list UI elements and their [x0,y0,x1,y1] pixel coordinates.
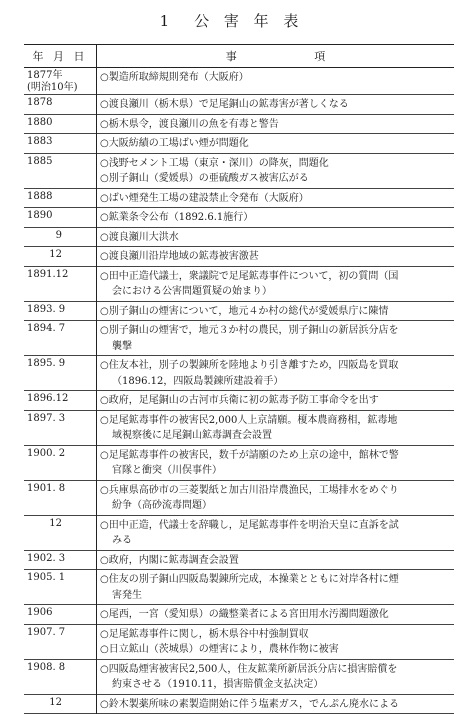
row-date: 1897. 3 [24,411,96,445]
event-line: ○政府，足尾銅山の古河市兵衛に初の鉱毒予防工事命令を出す [100,393,452,409]
event-line: 紛争（高砂流毒問題） [100,498,452,514]
event-line: ○別子銅山（愛媛県）の亜硫酸ガス被害広がる [100,171,452,187]
row-date: 1896.12 [24,391,96,410]
row-date: 9 [24,228,96,247]
row-date: 1893. 9 [24,302,96,321]
event-line: ○渡良瀬川沿岸地域の鉱毒被害激甚 [100,249,452,265]
event-line: ○渡良瀬川（栃木県）で足尾銅山の鉱毒害が著しくなる [100,97,452,113]
row-date: 1883 [24,134,96,153]
table-row [24,247,454,267]
row-date: 12 [24,695,96,714]
row-event [96,625,454,659]
event-line: ○住友本社，別子の製錬所を陸地より引き離すため，四阪島を買取 [100,358,452,374]
event-line: ○住友の別子銅山四阪島製錬所完成，本操業とともに対岸各村に煙 [100,572,452,588]
event-line: 害発生 [100,588,452,604]
event-line: 官隊と衝突（川俣事件） [100,463,452,479]
row-event [96,391,454,410]
table-header [24,45,454,68]
row-event [96,154,454,188]
row-date: 1891.12 [24,267,96,301]
table-row [24,115,454,135]
row-event [96,189,454,208]
event-line: （1896.12，四阪島製錬所建設着手） [100,374,452,390]
event-line: 会における公害問題質疑の始まり） [100,284,452,300]
row-date: 1885 [24,154,96,188]
row-date: 1907. 7 [24,625,96,659]
row-event [96,481,454,515]
table-row [24,695,454,714]
event-line: ○製造所取締規則発布（大阪府） [100,70,452,86]
row-date: 1877年 (明治10年) [24,68,96,94]
row-event [96,134,454,153]
row-event [96,208,454,227]
event-line: 約束させる（1910.11，損害賠償金支払決定） [100,677,452,693]
row-event [96,267,454,301]
event-line: 域視察後に足尾銅山鉱毒調査会設置 [100,428,452,444]
event-line: みる [100,533,452,549]
row-event [96,411,454,445]
event-line: ○政府，内閣に鉱毒調査会設置 [100,553,452,569]
row-event [96,321,454,355]
event-line: ○田中正造代議士，衆議院で足尾鉱毒事件について，初の質問（国 [100,269,452,285]
row-event [96,356,454,390]
table-row [24,134,454,154]
event-line: ○鉱業条令公布（1892.6.1施行） [100,210,452,226]
row-date: 1901. 8 [24,481,96,515]
row-date: 12 [24,516,96,550]
table-row [24,95,454,115]
table-row [24,570,454,605]
event-line: ○尾西，一宮（愛知県）の織整業者による宮田用水汚濁問題激化 [100,607,452,623]
row-event [96,605,454,624]
pollution-chronology-table [24,44,454,714]
row-event [96,68,454,94]
row-event [96,660,454,694]
event-header-char-2: 項 [314,48,325,64]
row-date: 1880 [24,115,96,134]
event-line: ○田中正造，代議士を辞職し，足尾鉱毒事件を明治天皇に直訴を試 [100,518,452,534]
row-event [96,302,454,321]
table-row [24,228,454,248]
event-line: 襲撃 [100,339,452,355]
row-event [96,551,454,570]
event-line: ○足尾鉱毒事件の被害民2,000人上京請願。榎本農商務相，鉱毒地 [100,413,452,429]
event-line: ○四阪島煙害被害民2,500人，住友鉱業所新居浜分店に損害賠償を [100,662,452,678]
event-line: ○足尾鉱毒事件に関し，栃木県谷中村強制買収 [100,627,452,643]
row-date: 12 [24,247,96,266]
row-date: 1888 [24,189,96,208]
row-date: 1906 [24,605,96,624]
table-row [24,446,454,481]
table-row [24,481,454,516]
table-row [24,208,454,228]
event-line: ○日立鉱山（茨城県）の煙害により，農林作物に被害 [100,642,452,658]
table-body [24,68,454,714]
page-title: 1 公 害 年 表 [0,10,463,31]
row-event [96,95,454,114]
row-event [96,228,454,247]
row-date: 1890 [24,208,96,227]
table-row [24,391,454,411]
row-date: 1908. 8 [24,660,96,694]
row-date: 1902. 3 [24,551,96,570]
event-line: ○栃木県令，渡良瀬川の魚を有毒と警告 [100,117,452,133]
event-line: ○大阪紡績の工場ばい煙が問題化 [100,136,452,152]
event-line: ○渡良瀬川大洪水 [100,230,452,246]
table-row [24,411,454,446]
event-line: ○足尾鉱毒事件の被害民，数千が請願のため上京の途中，館林で警 [100,448,452,464]
row-event [96,247,454,266]
table-row [24,551,454,571]
row-event [96,695,454,714]
table-row [24,516,454,551]
row-date: 1905. 1 [24,570,96,604]
date-column-header: 年 月 日 [24,45,97,67]
event-line: ○別子銅山の煙害で，地元３か村の農民，別子銅山の新居浜分店を [100,323,452,339]
table-row [24,356,454,391]
row-event [96,446,454,480]
table-row [24,267,454,302]
event-line: ○浅野セメント工場（東京・深川）の降灰，問題化 [100,156,452,172]
table-row [24,321,454,356]
table-row [24,189,454,209]
row-event [96,516,454,550]
row-date: 1900. 2 [24,446,96,480]
row-event [96,115,454,134]
event-line: ○鈴木製薬所味の素製造開始に伴う塩素ガス，でんぷん廃水による [100,697,452,713]
event-line: ○ばい煙発生工場の建設禁止令発布（大阪府） [100,191,452,207]
event-line: ○兵庫県高砂市の三菱製紙と加古川沿岸農漁民，工場排水をめぐり [100,483,452,499]
event-column-header [97,48,454,64]
row-date: 1894. 7 [24,321,96,355]
event-header-char-1: 事 [226,48,237,64]
table-row [24,625,454,660]
row-date: 1895. 9 [24,356,96,390]
row-date: 1878 [24,95,96,114]
table-row [24,68,454,95]
table-row [24,154,454,189]
row-event [96,570,454,604]
table-row [24,605,454,625]
table-row [24,660,454,695]
table-row [24,302,454,322]
event-line: ○別子銅山の煙害について，地元４か村の総代が愛媛県庁に陳情 [100,304,452,320]
